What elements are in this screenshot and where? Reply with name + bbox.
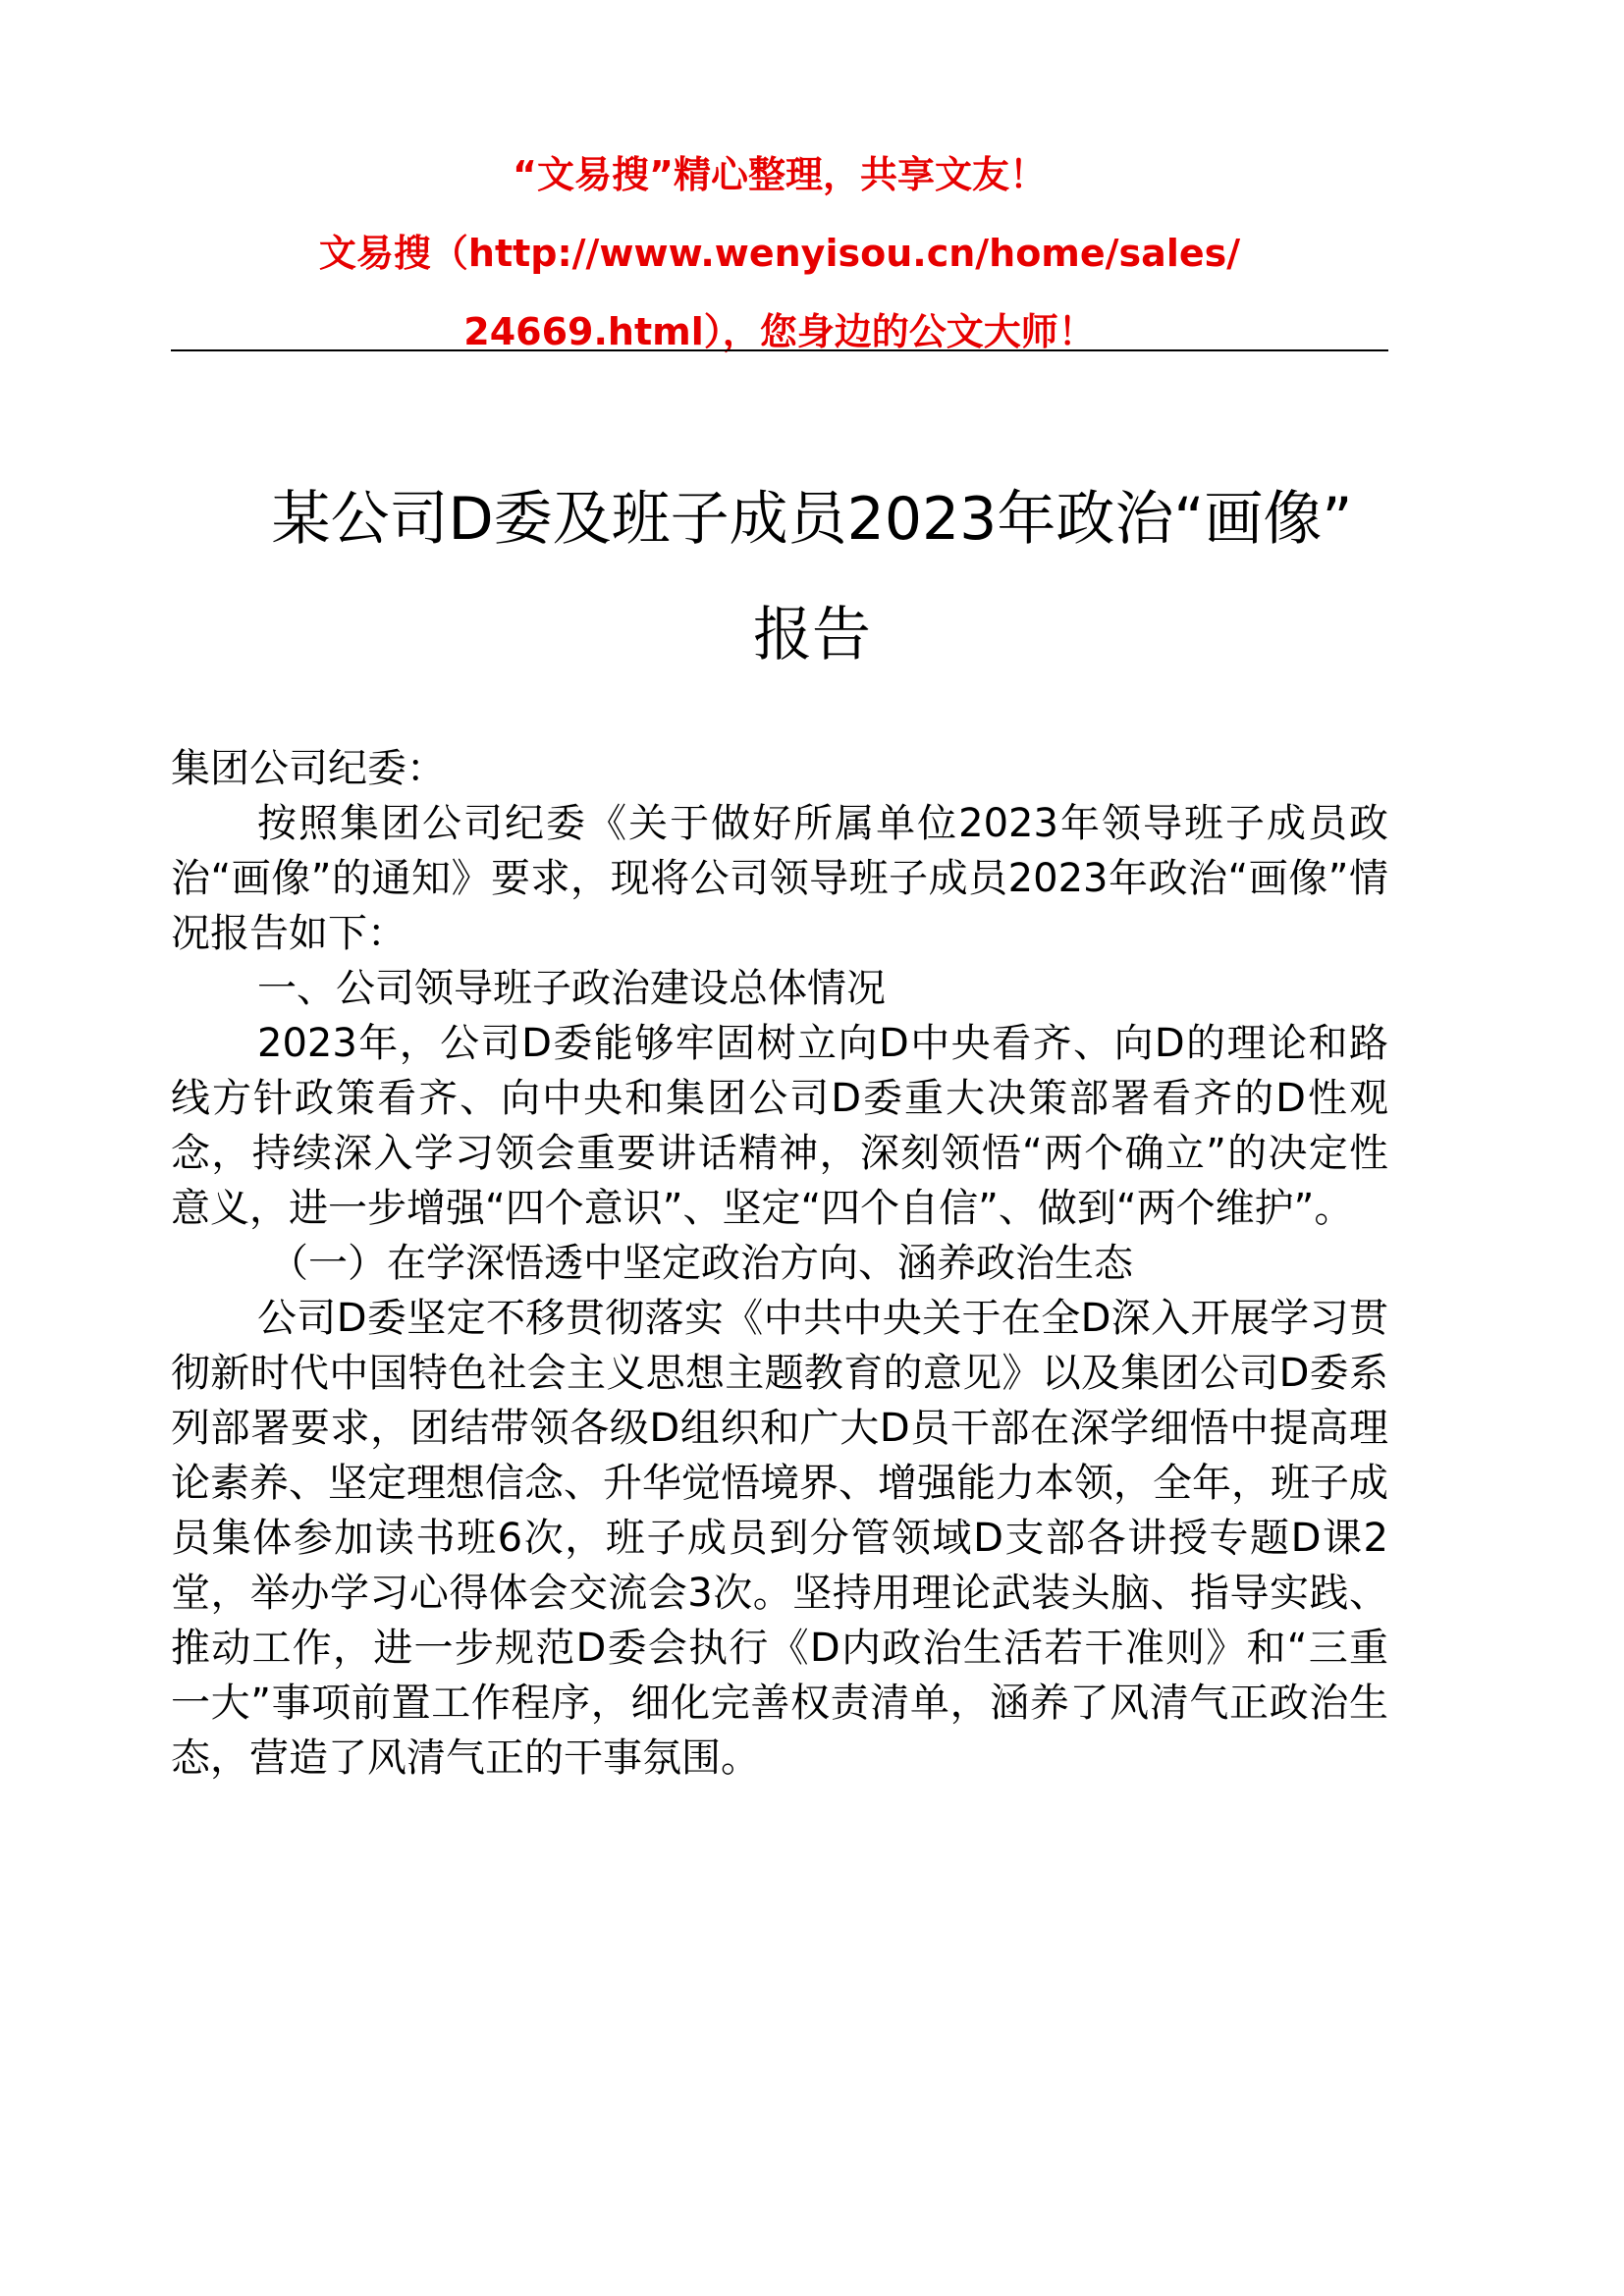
document-title	[118, 461, 1506, 693]
document-body	[171, 741, 1388, 1786]
salutation: 集团公司纪委：	[171, 746, 446, 791]
header-line-1: “文易搜”精心整理，共享文友！	[513, 153, 1047, 196]
paragraph-study: 公司D委坚定不移贯彻落实《中共中央关于在全D深入开展学习贯彻新时代中国特色社会主义思想主题教育的意见》以及集团公司D委系列部署要求，团结带领各级D组织和广大D员干部在深学细悟中提高理论素养、坚定理想信念、升华觉悟境界、增强能力本领，全年，班子成员集体参加读书班6次，班子成员到分管领域D支部各讲授专题D课2堂，举办学习心得体会交流会3次。坚持用理论武装头脑、指导实践、推动工作，进一步规范D委会执行《D内政治生活若干准则》和“三重一大”事项前置工作程序，细化完善权责清单，涵养了风清气正政治生态，营造了风清气正的干事氛围。	[171, 1296, 1388, 1781]
title-line-1: 某公司D委及班子成员2023年政治“画像”	[271, 485, 1353, 554]
section-heading-1: 一、公司领导班子政治建设总体情况	[257, 966, 886, 1011]
header-divider	[171, 349, 1388, 351]
header-line-3: 24669.html），您身边的公文大师！	[463, 310, 1096, 353]
paragraph-intro: 按照集团公司纪委《关于做好所属单位2023年领导班子成员政治“画像”的通知》要求，现将公司领导班子成员2023年政治“画像”情况报告如下：	[171, 801, 1388, 956]
header-line-2: 文易搜（http://www.wenyisou.cn/home/sales/	[318, 232, 1241, 275]
watermark-header	[171, 135, 1388, 371]
subsection-heading-1: （一）在学深悟透中坚定政治方向、涵养政治生态	[269, 1241, 1133, 1286]
paragraph-overview: 2023年，公司D委能够牢固树立向D中央看齐、向D的理论和路线方针政策看齐、向中央和集团公司D委重大决策部署看齐的D性观念，持续深入学习领会重要讲话精神，深刻领悟“两个确立”的决定性意义，进一步增强“四个意识”、坚定“四个自信”、做到“两个维护”。	[171, 1021, 1388, 1231]
title-line-2: 报告	[753, 601, 871, 669]
